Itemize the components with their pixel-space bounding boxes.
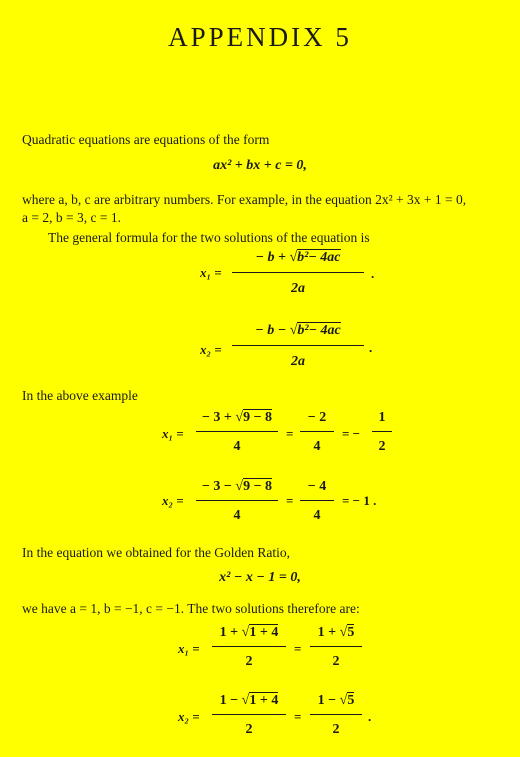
ex1-fraction-3: 1 2 [372,410,392,458]
example-text: In the above example [22,388,138,403]
ex1-fraction: − 3 + √9 − 8 4 [196,410,278,458]
x2-denominator: 2a [291,354,305,369]
x1-fraction [232,250,364,300]
x1-numerator: − b + √b²− 4ac [255,250,341,265]
x1-label: x₁ = [200,265,222,280]
page-title: APPENDIX 5 [168,22,352,52]
coefficients-text: we have a = 1, b = −1, c = −1. The two solutions therefore are: [22,601,360,616]
g1-fraction: 1 + √1 + 4 2 [212,625,286,673]
g1-label: x₁ = [178,641,200,656]
g2-fraction: 1 − √1 + 4 2 [212,693,286,741]
g1-fraction-2: 1 + √5 2 [310,625,362,673]
x2-numerator: − b − √b²− 4ac [255,323,341,338]
ex2-fraction-2: − 4 4 [300,479,334,527]
x2-label: x₂ = [200,342,222,357]
general-formula-text: The general formula for the two solutions of the equation is [48,230,370,245]
arbitrary-text-line1: where a, b, c are arbitrary numbers. For example, in the equation 2x² + 3x + 1 = 0, [22,192,467,207]
appendix-page: APPENDIX 5 Quadratic equations are equations of the form ax² + bx + c = 0, where a, b, c are arbitrary numbers. For example, in the equation 2x² + 3x + 1 = 0, a = 2, b = 3, c = 1. The general formula for the two solutions of the equation is x₁ = − b + √b²− 4ac 2a . x₂ = − b − √b²− 4ac 2a . In the above example x₁ = − 3 + √9 − 8 4 = − 2 4 = − 1 2 x₂ = − 3 − √9 − 8 4 = − 4 4 = − 1 . In the equation we obtained for the Golden Ratio, x² − x − 1 = 0, we have a = 1, b = −1, c = −1. The two solutions therefore are: x₁ = 1 + √1 + 4 2 = 1 + √5 2 x₂ = 1 − √1 + 4 2 = 1 − √5 2 . [0,0,520,757]
golden-ratio-text: In the equation we obtained for the Golden Ratio, [22,545,291,560]
arbitrary-text-line2: a = 2, b = 3, c = 1. [22,210,121,225]
g2-label: x₂ = [178,709,200,724]
general-form-equation: ax² + bx + c = 0, [213,158,307,173]
g2-fraction-2: 1 − √5 2 [310,693,362,741]
x2-fraction [232,323,364,373]
ex1-fraction-2: − 2 4 [300,410,334,458]
ex2-fraction: − 3 − √9 − 8 4 [196,479,278,527]
x1-denominator: 2a [291,281,305,296]
ex2-label: x₂ = [162,493,184,508]
golden-ratio-equation: x² − x − 1 = 0, [219,570,301,585]
ex1-label: x₁ = [162,426,184,441]
intro-text: Quadratic equations are equations of the form [22,132,270,147]
